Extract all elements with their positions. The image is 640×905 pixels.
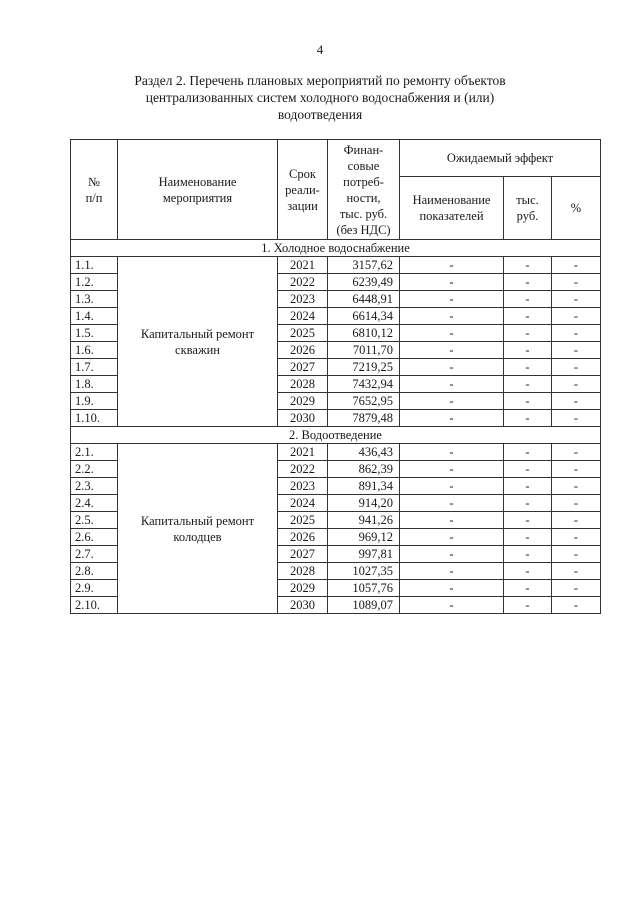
row-year: 2028 — [278, 563, 328, 580]
section-title-line: водоотведения — [277, 107, 363, 122]
header-expected-effect: Ожидаемый эффект — [400, 140, 601, 177]
row-financing: 7219,25 — [328, 359, 400, 376]
row-indicator: - — [400, 393, 504, 410]
row-thousand-rub: - — [504, 444, 552, 461]
plan-table — [70, 139, 601, 614]
row-thousand-rub: - — [504, 359, 552, 376]
row-year: 2025 — [278, 325, 328, 342]
row-indicator: - — [400, 308, 504, 325]
row-financing: 1057,76 — [328, 580, 400, 597]
row-percent: - — [552, 291, 601, 308]
row-thousand-rub: - — [504, 393, 552, 410]
row-percent: - — [552, 461, 601, 478]
row-financing: 7879,48 — [328, 410, 400, 427]
row-indicator: - — [400, 291, 504, 308]
header-thousand-rub — [504, 177, 552, 240]
row-number: 1.5. — [71, 325, 118, 342]
header-text: совые — [347, 158, 380, 173]
header-text: Наименование — [158, 174, 237, 189]
row-financing: 891,34 — [328, 478, 400, 495]
activity-name-line: Капитальный ремонт — [140, 513, 255, 528]
activity-name — [118, 444, 278, 614]
row-financing: 6239,49 — [328, 274, 400, 291]
row-indicator: - — [400, 444, 504, 461]
row-thousand-rub: - — [504, 461, 552, 478]
header-text: показателей — [419, 209, 484, 223]
header-text: Наименование — [412, 193, 491, 207]
row-thousand-rub: - — [504, 478, 552, 495]
row-financing: 7652,95 — [328, 393, 400, 410]
row-thousand-rub: - — [504, 580, 552, 597]
row-indicator: - — [400, 410, 504, 427]
header-text: зации — [287, 198, 318, 213]
table-row — [71, 257, 601, 274]
row-indicator: - — [400, 257, 504, 274]
row-percent: - — [552, 376, 601, 393]
section-title — [60, 72, 580, 123]
row-number: 2.8. — [71, 563, 118, 580]
row-thousand-rub: - — [504, 546, 552, 563]
header-term — [278, 140, 328, 240]
header-text: потреб- — [343, 174, 384, 189]
row-financing: 7011,70 — [328, 342, 400, 359]
row-number: 2.9. — [71, 580, 118, 597]
activity-name-line: скважин — [175, 342, 220, 357]
row-year: 2029 — [278, 393, 328, 410]
row-financing: 436,43 — [328, 444, 400, 461]
row-number: 1.4. — [71, 308, 118, 325]
row-year: 2029 — [278, 580, 328, 597]
row-number: 1.8. — [71, 376, 118, 393]
row-number: 2.5. — [71, 512, 118, 529]
table-body — [71, 240, 601, 614]
row-indicator: - — [400, 563, 504, 580]
row-percent: - — [552, 410, 601, 427]
row-financing: 7432,94 — [328, 376, 400, 393]
row-percent: - — [552, 563, 601, 580]
row-financing: 941,26 — [328, 512, 400, 529]
header-indicators — [400, 177, 504, 240]
activity-name — [118, 257, 278, 427]
header-text: реали- — [285, 182, 320, 197]
row-percent: - — [552, 478, 601, 495]
row-percent: - — [552, 529, 601, 546]
row-financing: 1027,35 — [328, 563, 400, 580]
row-number: 2.1. — [71, 444, 118, 461]
row-financing: 6448,91 — [328, 291, 400, 308]
row-financing: 862,39 — [328, 461, 400, 478]
row-number: 2.3. — [71, 478, 118, 495]
row-year: 2026 — [278, 342, 328, 359]
row-thousand-rub: - — [504, 257, 552, 274]
row-indicator: - — [400, 529, 504, 546]
row-year: 2030 — [278, 597, 328, 614]
row-year: 2023 — [278, 478, 328, 495]
section-row — [71, 240, 601, 257]
row-thousand-rub: - — [504, 376, 552, 393]
row-financing: 1089,07 — [328, 597, 400, 614]
row-percent: - — [552, 444, 601, 461]
row-year: 2022 — [278, 274, 328, 291]
row-year: 2027 — [278, 546, 328, 563]
row-year: 2027 — [278, 359, 328, 376]
row-thousand-rub: - — [504, 342, 552, 359]
activity-name-line: колодцев — [173, 529, 222, 544]
row-percent: - — [552, 359, 601, 376]
row-percent: - — [552, 597, 601, 614]
row-number: 1.10. — [71, 410, 118, 427]
row-indicator: - — [400, 512, 504, 529]
row-financing: 914,20 — [328, 495, 400, 512]
row-thousand-rub: - — [504, 495, 552, 512]
row-year: 2025 — [278, 512, 328, 529]
row-number: 1.3. — [71, 291, 118, 308]
row-percent: - — [552, 495, 601, 512]
row-number: 1.6. — [71, 342, 118, 359]
row-number: 2.6. — [71, 529, 118, 546]
row-percent: - — [552, 274, 601, 291]
row-year: 2026 — [278, 529, 328, 546]
row-thousand-rub: - — [504, 325, 552, 342]
row-indicator: - — [400, 461, 504, 478]
row-thousand-rub: - — [504, 410, 552, 427]
table-header — [71, 140, 601, 240]
row-year: 2028 — [278, 376, 328, 393]
row-percent: - — [552, 325, 601, 342]
row-thousand-rub: - — [504, 308, 552, 325]
row-number: 2.10. — [71, 597, 118, 614]
section-title-line: централизованных систем холодного водоснабжения и (или) — [145, 90, 495, 105]
row-percent: - — [552, 257, 601, 274]
row-indicator: - — [400, 478, 504, 495]
row-financing: 6614,34 — [328, 308, 400, 325]
row-number: 1.2. — [71, 274, 118, 291]
row-thousand-rub: - — [504, 274, 552, 291]
row-indicator: - — [400, 274, 504, 291]
row-indicator: - — [400, 546, 504, 563]
row-financing: 997,81 — [328, 546, 400, 563]
row-number: 1.7. — [71, 359, 118, 376]
header-text: руб. — [516, 209, 539, 223]
row-financing: 969,12 — [328, 529, 400, 546]
row-thousand-rub: - — [504, 512, 552, 529]
row-number: 1.9. — [71, 393, 118, 410]
header-text: п/п — [85, 190, 103, 205]
header-text: тыс. руб. — [339, 206, 388, 221]
row-number: 2.7. — [71, 546, 118, 563]
row-year: 2030 — [278, 410, 328, 427]
header-text: № — [88, 174, 100, 189]
row-percent: - — [552, 308, 601, 325]
row-year: 2021 — [278, 257, 328, 274]
header-percent: % — [552, 177, 601, 240]
row-number: 2.4. — [71, 495, 118, 512]
row-year: 2023 — [278, 291, 328, 308]
header-number — [71, 140, 118, 240]
header-text: мероприятия — [162, 190, 233, 205]
row-percent: - — [552, 512, 601, 529]
row-thousand-rub: - — [504, 597, 552, 614]
row-thousand-rub: - — [504, 529, 552, 546]
row-year: 2024 — [278, 308, 328, 325]
header-text: (без НДС) — [336, 222, 391, 237]
row-indicator: - — [400, 376, 504, 393]
section-title-line: Раздел 2. Перечень плановых мероприятий по ремонту объектов — [134, 73, 506, 88]
row-number: 2.2. — [71, 461, 118, 478]
section-row — [71, 427, 601, 444]
row-percent: - — [552, 580, 601, 597]
row-indicator: - — [400, 495, 504, 512]
row-indicator: - — [400, 325, 504, 342]
header-text: тыс. — [516, 193, 539, 207]
row-thousand-rub: - — [504, 563, 552, 580]
row-percent: - — [552, 393, 601, 410]
header-text: Финан- — [343, 142, 384, 157]
row-indicator: - — [400, 359, 504, 376]
header-text: Срок — [289, 166, 316, 181]
row-number: 1.1. — [71, 257, 118, 274]
row-thousand-rub: - — [504, 291, 552, 308]
header-text: ности, — [346, 190, 381, 205]
row-year: 2021 — [278, 444, 328, 461]
section-title-cell: 2. Водоотведение — [71, 427, 601, 444]
header-financing — [328, 140, 400, 240]
row-financing: 3157,62 — [328, 257, 400, 274]
row-percent: - — [552, 342, 601, 359]
row-indicator: - — [400, 597, 504, 614]
table-row — [71, 444, 601, 461]
row-indicator: - — [400, 342, 504, 359]
row-financing: 6810,12 — [328, 325, 400, 342]
activity-name-line: Капитальный ремонт — [140, 326, 255, 341]
row-year: 2022 — [278, 461, 328, 478]
row-percent: - — [552, 546, 601, 563]
page-number: 4 — [316, 42, 324, 57]
row-year: 2024 — [278, 495, 328, 512]
row-indicator: - — [400, 580, 504, 597]
header-name — [118, 140, 278, 240]
section-title-cell: 1. Холодное водоснабжение — [71, 240, 601, 257]
